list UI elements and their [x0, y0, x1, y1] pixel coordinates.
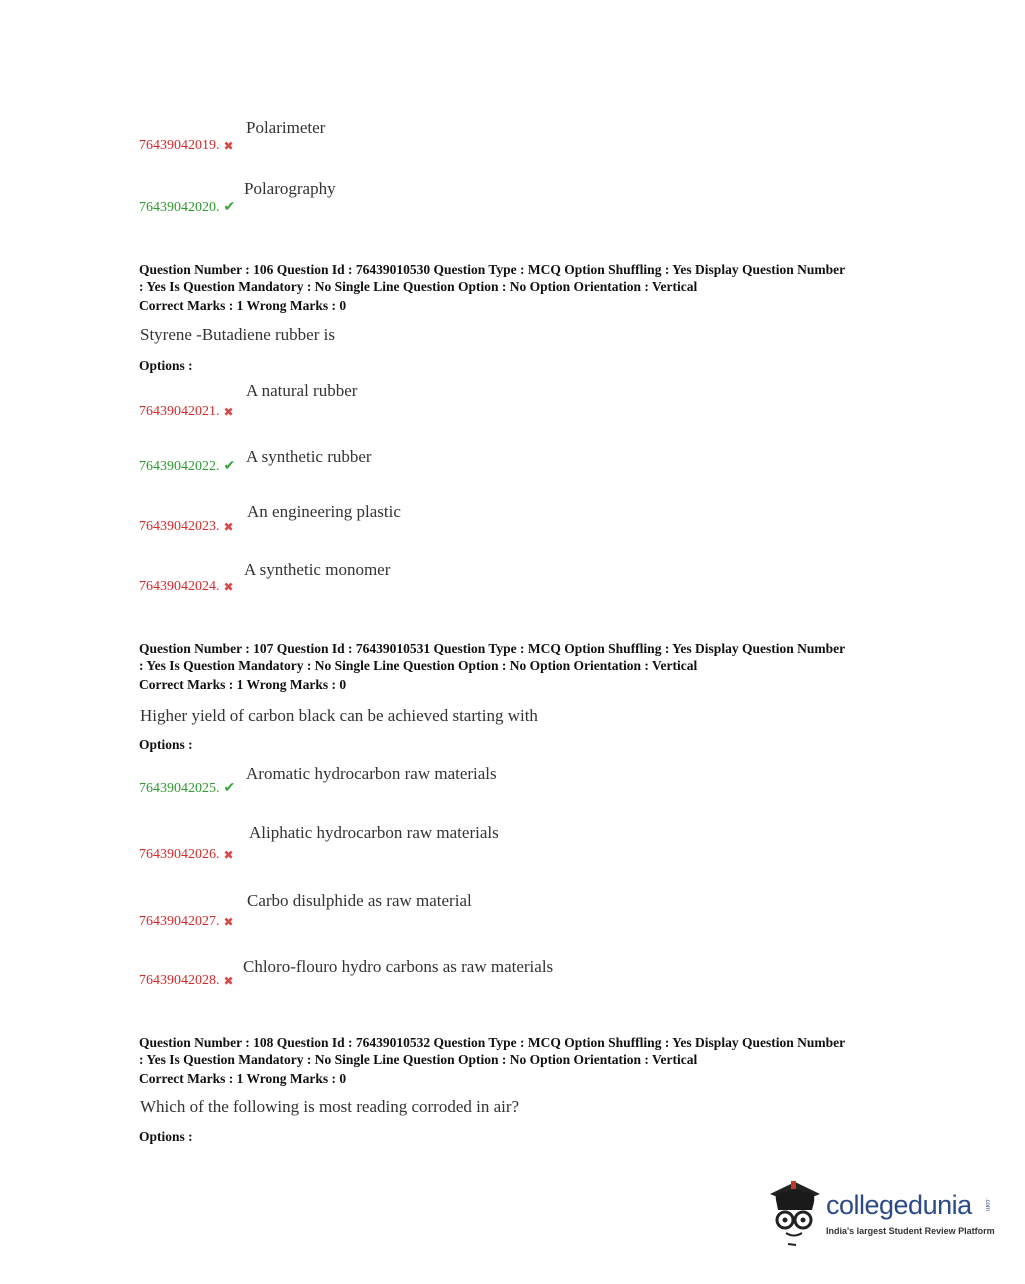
question-meta: Question Number : 108 Question Id : 76439010532 Question Type : MCQ Option Shuffling : Yes Display Question Number : Yes Is Question Mandatory : No Single Line Question Option : No Option Orientation : Vertical Correct Marks : 1 Wrong Marks : 0 — [139, 1035, 846, 1086]
option-text: Aliphatic hydrocarbon raw materials — [249, 823, 499, 842]
cross-icon: ✖ — [223, 405, 234, 419]
cross-icon: ✖ — [223, 139, 234, 153]
option-id: 76439042021. ✖ — [139, 404, 234, 419]
option-id: 76439042023. ✖ — [139, 519, 234, 534]
logo-wordmark: collegedunia — [826, 1190, 972, 1220]
option-id: 76439042025. ✔ — [139, 781, 236, 796]
option-text: Carbo disulphide as raw material — [247, 891, 472, 910]
option-text: Polarography — [244, 179, 336, 198]
option-id: 76439042026. ✖ — [139, 847, 234, 862]
collegedunia-logo — [766, 1178, 996, 1248]
option-text: A synthetic rubber — [246, 447, 372, 466]
option-id: 76439042027. ✖ — [139, 914, 234, 929]
option-id: 76439042019. ✖ — [139, 138, 234, 153]
mascot-icon — [766, 1178, 824, 1248]
cross-icon: ✖ — [223, 520, 234, 534]
option-id: 76439042020. ✔ — [139, 200, 236, 215]
check-icon: ✔ — [223, 781, 236, 796]
cross-icon: ✖ — [223, 580, 234, 594]
option-id: 76439042024. ✖ — [139, 579, 234, 594]
option-text: Chloro-flouro hydro carbons as raw materials — [243, 957, 554, 976]
option-id: 76439042028. ✖ — [139, 973, 234, 988]
question-text: Which of the following is most reading corroded in air? — [140, 1097, 520, 1116]
option-id: 76439042022. ✔ — [139, 459, 236, 474]
cross-icon: ✖ — [223, 848, 234, 862]
question-meta: Question Number : 107 Question Id : 76439010531 Question Type : MCQ Option Shuffling : Yes Display Question Number : Yes Is Question Mandatory : No Single Line Question Option : No Option Orientation : Vertical Correct Marks : 1 Wrong Marks : 0 — [139, 641, 846, 692]
options-label: Options : — [139, 1129, 193, 1144]
options-label: Options : — [139, 358, 193, 373]
options-label: Options : — [139, 737, 193, 752]
option-text: An engineering plastic — [247, 502, 401, 521]
option-text: A natural rubber — [246, 381, 358, 400]
option-text: A synthetic monomer — [244, 560, 391, 579]
cross-icon: ✖ — [223, 974, 234, 988]
check-icon: ✔ — [223, 200, 236, 215]
logo-domain: .com — [984, 1198, 990, 1212]
check-icon: ✔ — [223, 459, 236, 474]
question-meta: Question Number : 106 Question Id : 76439010530 Question Type : MCQ Option Shuffling : Yes Display Question Number : Yes Is Question Mandatory : No Single Line Question Option : No Option Orientation : Vertical Correct Marks : 1 Wrong Marks : 0 — [139, 262, 846, 313]
logo-tagline: India's largest Student Review Platform — [826, 1226, 995, 1236]
option-text: Aromatic hydrocarbon raw materials — [246, 764, 497, 783]
option-text: Polarimeter — [246, 118, 326, 137]
question-text: Higher yield of carbon black can be achieved starting with — [140, 706, 538, 725]
question-text: Styrene -Butadiene rubber is — [140, 325, 335, 344]
cross-icon: ✖ — [223, 915, 234, 929]
